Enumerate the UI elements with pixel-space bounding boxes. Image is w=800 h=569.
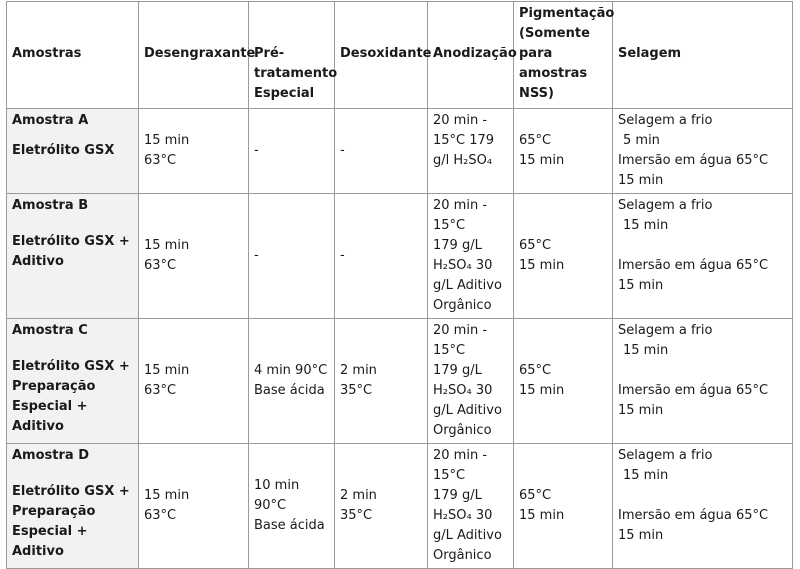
- deox-cell: [335, 194, 428, 319]
- anod-cell-line: 20 min -: [433, 323, 488, 338]
- pretreat-cell: [249, 194, 335, 319]
- seal-cold-time: 15 min: [623, 468, 669, 483]
- pigment-cell-line: 15 min: [519, 383, 565, 398]
- pigment-cell-line: 65°C: [519, 488, 552, 503]
- seal-cold: Selagem a frio: [618, 448, 713, 463]
- header-samples: Amostras: [7, 2, 139, 109]
- seal-cold-time: 15 min: [623, 218, 669, 233]
- deox-cell-line: -: [340, 143, 345, 158]
- degrease-cell-line: 63°C: [144, 258, 177, 273]
- pigment-cell-line: 15 min: [519, 508, 565, 523]
- seal-cold: Selagem a frio: [618, 323, 713, 338]
- pigment-cell: [514, 319, 613, 444]
- pigment-cell: [514, 194, 613, 319]
- seal-cell: [613, 194, 793, 319]
- degrease-cell-line: 15 min: [144, 133, 190, 148]
- anod-cell-line: g/L Aditivo: [433, 403, 502, 418]
- process-table: [6, 1, 793, 569]
- pretreat-cell-line: 90°C: [254, 498, 287, 513]
- header-pigment: Pigmentação (Somente para amostras NSS): [514, 2, 613, 109]
- anod-cell-line: Orgânico: [433, 298, 492, 313]
- table-row: [7, 444, 793, 569]
- anod-cell-line: 15°C: [433, 218, 466, 233]
- anod-cell-line: H₂SO₄ 30: [433, 383, 493, 398]
- header-pretreat: Pré-tratamento Especial: [249, 2, 335, 109]
- sample-name: Amostra D: [12, 448, 89, 463]
- sample-description: Eletrólito GSX: [12, 143, 115, 158]
- seal-water-time: 15 min: [618, 278, 664, 293]
- pigment-cell-line: 15 min: [519, 153, 565, 168]
- header-degrease: Desengraxante: [139, 2, 249, 109]
- seal-cold-time: 15 min: [623, 343, 669, 358]
- sample-name: Amostra B: [12, 198, 89, 213]
- pretreat-cell: [249, 109, 335, 194]
- deox-cell-line: 2 min: [340, 363, 377, 378]
- anod-cell-line: g/L Aditivo: [433, 528, 502, 543]
- header-seal: Selagem: [613, 2, 793, 109]
- pretreat-cell: [249, 319, 335, 444]
- header-deox: Desoxidante: [335, 2, 428, 109]
- degrease-cell-line: 15 min: [144, 238, 190, 253]
- sample-name: Amostra A: [12, 113, 89, 128]
- anod-cell-line: 20 min -: [433, 113, 488, 128]
- anod-cell-line: H₂SO₄ 30: [433, 258, 493, 273]
- degrease-cell-line: 63°C: [144, 508, 177, 523]
- deox-cell: [335, 109, 428, 194]
- seal-water: Imersão em água 65°C: [618, 508, 769, 523]
- anod-cell: [428, 109, 514, 194]
- deox-cell-line: 35°C: [340, 383, 373, 398]
- anod-cell-line: 20 min -: [433, 448, 488, 463]
- degrease-cell: [139, 319, 249, 444]
- degrease-cell-line: 15 min: [144, 363, 190, 378]
- pigment-cell-line: 65°C: [519, 133, 552, 148]
- anod-cell: [428, 319, 514, 444]
- seal-cell: [613, 444, 793, 569]
- sample-cell: [7, 444, 139, 569]
- anod-cell: [428, 194, 514, 319]
- degrease-cell-line: 63°C: [144, 153, 177, 168]
- pigment-cell-line: 65°C: [519, 363, 552, 378]
- seal-water: Imersão em água 65°C: [618, 153, 769, 168]
- seal-cold: Selagem a frio: [618, 113, 713, 128]
- degrease-cell: [139, 194, 249, 319]
- pretreat-cell-line: 10 min: [254, 478, 300, 493]
- seal-water-time: 15 min: [618, 528, 664, 543]
- seal-cold-time: 5 min: [623, 133, 660, 148]
- header-anod: Anodização: [428, 2, 514, 109]
- degrease-cell: [139, 444, 249, 569]
- table-row: [7, 319, 793, 444]
- anod-cell-line: 179 g/L: [433, 363, 482, 378]
- deox-cell-line: -: [340, 248, 345, 263]
- pigment-cell-line: 15 min: [519, 258, 565, 273]
- degrease-cell-line: 15 min: [144, 488, 190, 503]
- sample-description: Eletrólito GSX + Preparação Especial + Aditivo: [12, 484, 130, 559]
- seal-cell: [613, 109, 793, 194]
- anod-cell-line: Orgânico: [433, 423, 492, 438]
- table-body: [7, 109, 793, 569]
- seal-cell: [613, 319, 793, 444]
- sample-description: Eletrólito GSX + Aditivo: [12, 234, 130, 269]
- anod-cell-line: Orgânico: [433, 548, 492, 563]
- deox-cell-line: 35°C: [340, 508, 373, 523]
- table-row: [7, 109, 793, 194]
- anod-cell-line: g/l H₂SO₄: [433, 153, 493, 168]
- pigment-cell-line: 65°C: [519, 238, 552, 253]
- seal-water: Imersão em água 65°C: [618, 258, 769, 273]
- pretreat-cell-line: -: [254, 248, 259, 263]
- deox-cell: [335, 319, 428, 444]
- pretreat-cell-line: 4 min 90°C: [254, 363, 328, 378]
- seal-water-time: 15 min: [618, 403, 664, 418]
- pigment-cell: [514, 109, 613, 194]
- seal-water: Imersão em água 65°C: [618, 383, 769, 398]
- sample-description: Eletrólito GSX + Preparação Especial + Aditivo: [12, 359, 130, 434]
- anod-cell-line: 20 min -: [433, 198, 488, 213]
- pigment-cell: [514, 444, 613, 569]
- pretreat-cell-line: -: [254, 143, 259, 158]
- degrease-cell-line: 63°C: [144, 383, 177, 398]
- deox-cell: [335, 444, 428, 569]
- anod-cell-line: 179 g/L: [433, 488, 482, 503]
- sample-cell: [7, 319, 139, 444]
- pretreat-cell-line: Base ácida: [254, 518, 325, 533]
- table-row: [7, 194, 793, 319]
- anod-cell-line: 15°C 179: [433, 133, 495, 148]
- anod-cell-line: 15°C: [433, 468, 466, 483]
- sample-cell: [7, 109, 139, 194]
- anod-cell-line: 15°C: [433, 343, 466, 358]
- degrease-cell: [139, 109, 249, 194]
- pretreat-cell-line: Base ácida: [254, 383, 325, 398]
- sample-cell: [7, 194, 139, 319]
- deox-cell-line: 2 min: [340, 488, 377, 503]
- seal-water-time: 15 min: [618, 173, 664, 188]
- anod-cell: [428, 444, 514, 569]
- anod-cell-line: H₂SO₄ 30: [433, 508, 493, 523]
- anod-cell-line: g/L Aditivo: [433, 278, 502, 293]
- anod-cell-line: 179 g/L: [433, 238, 482, 253]
- pretreat-cell: [249, 444, 335, 569]
- sample-name: Amostra C: [12, 323, 88, 338]
- header-row: [7, 2, 793, 109]
- seal-cold: Selagem a frio: [618, 198, 713, 213]
